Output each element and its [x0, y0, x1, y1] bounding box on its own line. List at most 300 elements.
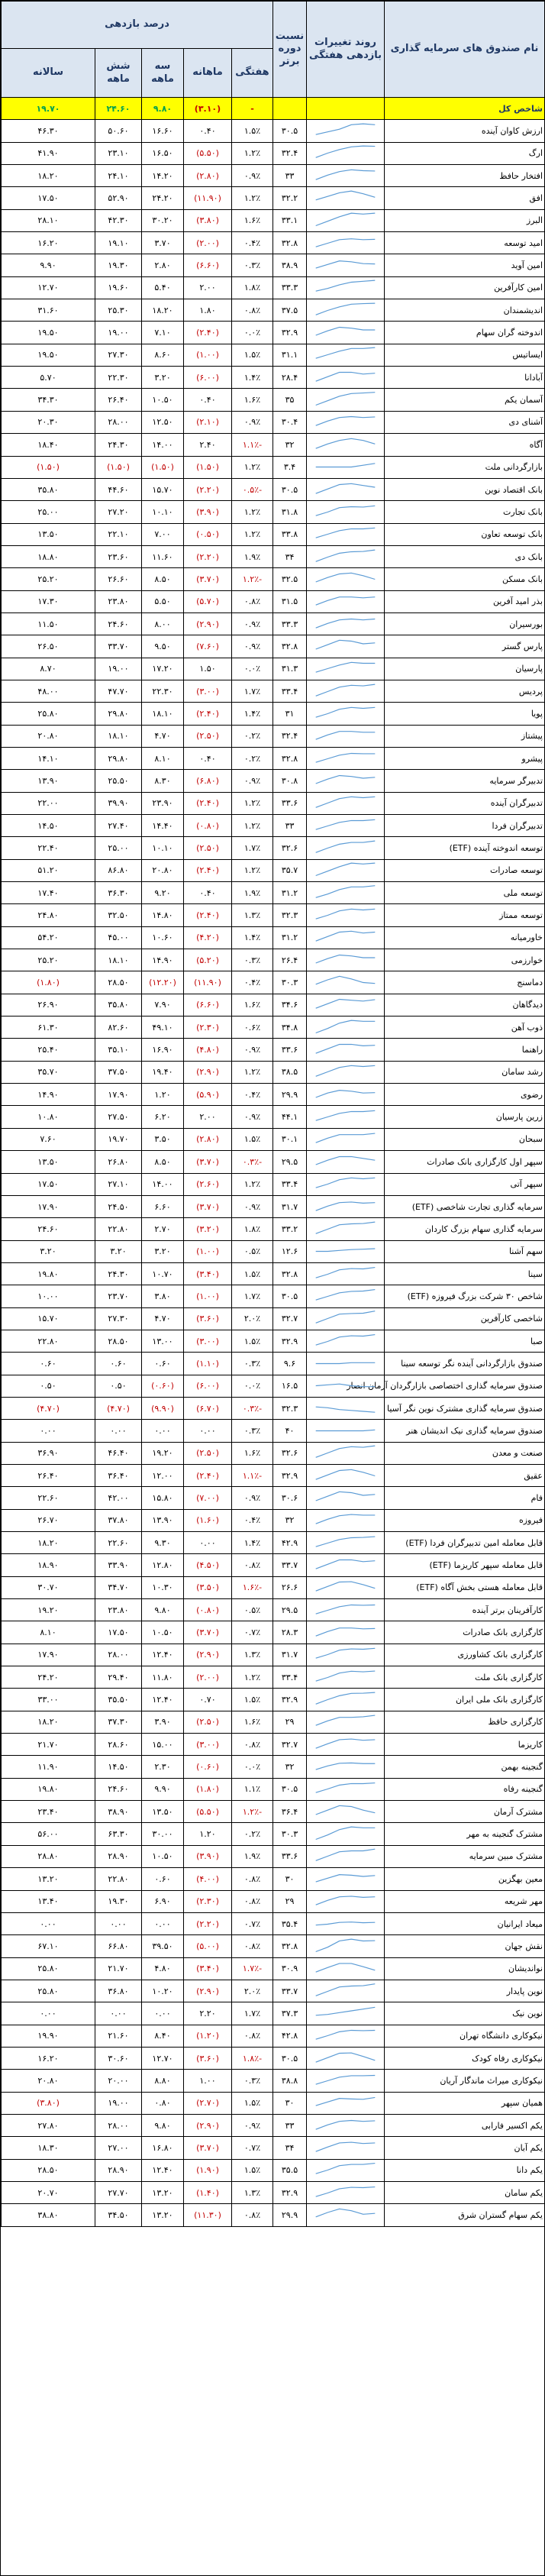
- monthly-return-cell: (۲.۰۰): [184, 232, 232, 254]
- header-six-month: شش ماهه: [95, 49, 142, 98]
- yearly-return-cell: ۳۸.۸۰: [2, 2204, 95, 2226]
- yearly-return-cell: ۴۱.۹۰: [2, 142, 95, 164]
- weekly-trend-sparkline: [307, 1128, 385, 1150]
- yearly-return-cell: ۲۴.۸۰: [2, 904, 95, 926]
- three-month-return-cell: ۲.۷۰: [142, 1218, 184, 1240]
- three-month-return-cell: ۴.۸۰: [142, 1957, 184, 1980]
- table-row: [2, 2047, 545, 2069]
- three-month-return-cell: ۲۴.۲۰: [142, 187, 184, 209]
- six-month-return-cell: ۱۹.۰۰: [95, 658, 142, 680]
- table-row: [2, 859, 545, 881]
- sparkline: [308, 771, 382, 791]
- three-month-return-cell: ۴.۷۰: [142, 1307, 184, 1330]
- yearly-return-cell: ۲۶.۷۰: [2, 1509, 95, 1531]
- fund-name-cell: قابل معامله امین تدبیرگران فردا (ETF): [385, 1532, 545, 1554]
- six-month-return-cell: ۲۲.۳۰: [95, 367, 142, 389]
- sparkline-line: [316, 1763, 376, 1770]
- top-period-ratio-cell: ۳۲.۸: [273, 1935, 307, 1957]
- six-month-return-cell: ۲۲.۶۰: [95, 1532, 142, 1554]
- top-period-ratio-cell: ۲۹: [273, 1890, 307, 1912]
- weekly-return-cell: ۱.۲٪: [232, 187, 273, 209]
- yearly-return-cell: ۱۳.۴۰: [2, 1890, 95, 1912]
- sparkline: [308, 322, 382, 343]
- weekly-trend-sparkline: [307, 322, 385, 344]
- three-month-return-cell: ۱۰.۱۰: [142, 501, 184, 523]
- weekly-return-cell: -۱.۶٪: [232, 1576, 273, 1598]
- sparkline: [308, 816, 382, 836]
- header-row-top: [2, 2, 545, 49]
- weekly-return-cell: ۰.۸٪: [232, 2204, 273, 2226]
- fund-name-cell: کارگزاری بانک کشاورزی: [385, 1644, 545, 1666]
- weekly-return-cell: ۰.۴٪: [232, 232, 273, 254]
- six-month-return-cell: ۴۷.۷۰: [95, 680, 142, 702]
- weekly-trend-sparkline: [307, 232, 385, 254]
- three-month-return-cell: ۵.۵۰: [142, 590, 184, 612]
- weekly-trend-sparkline: [307, 837, 385, 859]
- fund-name-cell: کارآفرینان برتر آینده: [385, 1599, 545, 1621]
- weekly-trend-sparkline: [307, 1689, 385, 1711]
- three-month-return-cell: ۱۹.۴۰: [142, 1061, 184, 1083]
- three-month-return-cell: ۱۴.۸۰: [142, 904, 184, 926]
- six-month-return-cell: ۰.۰۰: [95, 2002, 142, 2025]
- weekly-trend-sparkline: [307, 344, 385, 366]
- weekly-trend-sparkline: [307, 949, 385, 971]
- six-month-return-cell: ۵۲.۹۰: [95, 187, 142, 209]
- top-period-ratio-cell: ۳۶.۴: [273, 1801, 307, 1823]
- fund-name-cell: امید توسعه: [385, 232, 545, 254]
- yearly-return-cell: ۲۰.۷۰: [2, 2181, 95, 2203]
- monthly-return-cell: (۲.۴۰): [184, 703, 232, 725]
- weekly-return-cell: ۰.۸٪: [232, 299, 273, 322]
- six-month-return-cell: ۱۹.۳۰: [95, 254, 142, 276]
- fund-name-cell: اندیشمندان: [385, 299, 545, 322]
- sparkline-line: [316, 1827, 376, 1839]
- weekly-trend-sparkline: [307, 1262, 385, 1285]
- weekly-trend-sparkline: [307, 747, 385, 769]
- six-month-return-cell: ۲۲.۸۰: [95, 1218, 142, 1240]
- monthly-return-cell: ۲.۰۰: [184, 276, 232, 299]
- fund-name-cell: بذر امید آفرین: [385, 590, 545, 612]
- yearly-return-cell: ۲۵.۸۰: [2, 1980, 95, 2002]
- weekly-trend-sparkline: [307, 1218, 385, 1240]
- sparkline: [308, 614, 382, 635]
- sparkline-line: [316, 438, 376, 448]
- fund-name-cell: صبا: [385, 1330, 545, 1352]
- sparkline-line: [316, 393, 376, 406]
- yearly-return-cell: ۲۱.۷۰: [2, 1734, 95, 1756]
- six-month-return-cell: ۱۹.۶۰: [95, 276, 142, 299]
- six-month-return-cell: ۲۸.۰۰: [95, 2114, 142, 2136]
- sparkline: [308, 1466, 382, 1486]
- six-month-return-cell: ۳۵.۵۰: [95, 1689, 142, 1711]
- six-month-return-cell: ۲۴.۳۰: [95, 1262, 142, 1285]
- fund-name-cell: سهم آشنا: [385, 1240, 545, 1262]
- weekly-return-cell: ۰.۸٪: [232, 1935, 273, 1957]
- six-month-return-cell: ۲۴.۱۰: [95, 165, 142, 187]
- top-period-ratio-cell: ۳۲.۴: [273, 142, 307, 164]
- top-period-ratio-cell: ۳۳.۱: [273, 209, 307, 231]
- weekly-return-cell: ۰.۹٪: [232, 1106, 273, 1128]
- top-period-ratio-cell: ۳۰.۱: [273, 1128, 307, 1150]
- monthly-return-cell: (۴.۵۰): [184, 1554, 232, 1576]
- three-month-return-cell: ۱۳.۹۰: [142, 1509, 184, 1531]
- yearly-return-cell: ۱۸.۲۰: [2, 1532, 95, 1554]
- six-month-return-cell: ۲۴.۵۰: [95, 1195, 142, 1217]
- top-period-ratio-cell: ۳۱.۷: [273, 1644, 307, 1666]
- weekly-return-cell: ۰.۹٪: [232, 411, 273, 433]
- yearly-return-cell: (۳.۸۰): [2, 2092, 95, 2114]
- sparkline-line: [316, 819, 376, 829]
- table-row: [2, 1375, 545, 1397]
- top-period-ratio-cell: ۳۳.۳: [273, 276, 307, 299]
- top-period-ratio-cell: ۹.۶: [273, 1353, 307, 1375]
- sparkline-line: [316, 909, 376, 919]
- yearly-return-cell: ۲۵.۸۰: [2, 703, 95, 725]
- sparkline: [308, 2183, 382, 2203]
- table-row: [2, 411, 545, 433]
- weekly-return-cell: ۰.۳٪: [232, 254, 273, 276]
- top-period-ratio-cell: ۳۲.۸: [273, 1262, 307, 1285]
- fund-name-cell: امین کارآفرین: [385, 276, 545, 299]
- monthly-return-cell: (۳.۲۰): [184, 1218, 232, 1240]
- weekly-return-cell: ۰.۷٪: [232, 1912, 273, 1934]
- weekly-return-cell: ۱.۶٪: [232, 994, 273, 1016]
- weekly-return-cell: ۰.۸٪: [232, 1554, 273, 1576]
- weekly-trend-sparkline: [307, 2181, 385, 2203]
- three-month-return-cell: ۱۰.۱۰: [142, 837, 184, 859]
- yearly-return-cell: ۲۲.۴۰: [2, 837, 95, 859]
- top-period-ratio-cell: ۳۰: [273, 2092, 307, 2114]
- sparkline: [308, 838, 382, 858]
- top-period-ratio-cell: ۴۲.۹: [273, 1532, 307, 1554]
- top-period-ratio-cell: ۳۲: [273, 434, 307, 456]
- three-month-return-cell: ۱۴.۰۰: [142, 434, 184, 456]
- monthly-return-cell: (۱۱.۳۰): [184, 2204, 232, 2226]
- weekly-return-cell: ۱.۷٪: [232, 2002, 273, 2025]
- weekly-trend-sparkline: [307, 2137, 385, 2159]
- three-month-return-cell: ۱۸.۱۰: [142, 703, 184, 725]
- yearly-return-cell: ۳۴.۳۰: [2, 389, 95, 411]
- top-period-ratio-cell: ۴۰: [273, 1420, 307, 1442]
- total-index-trend: [307, 98, 385, 120]
- yearly-return-cell: ۲۲.۸۰: [2, 1330, 95, 1352]
- weekly-return-cell: ۰.۹٪: [232, 612, 273, 635]
- top-period-ratio-cell: ۳۲.۹: [273, 1464, 307, 1486]
- weekly-return-cell: ۲.۰٪: [232, 1980, 273, 2002]
- yearly-return-cell: ۱۶.۲۰: [2, 232, 95, 254]
- monthly-return-cell: (۲.۵۰): [184, 837, 232, 859]
- yearly-return-cell: ۳۵.۷۰: [2, 1061, 95, 1083]
- six-month-return-cell: ۲۷.۷۰: [95, 2181, 142, 2203]
- fund-name-cell: پیشتاز: [385, 725, 545, 747]
- sparkline-line: [316, 124, 376, 134]
- three-month-return-cell: ۸.۰۰: [142, 612, 184, 635]
- yearly-return-cell: ۱۲.۷۰: [2, 276, 95, 299]
- top-period-ratio-cell: ۳۲.۹: [273, 1689, 307, 1711]
- weekly-trend-sparkline: [307, 545, 385, 567]
- sparkline: [308, 1353, 382, 1374]
- sparkline: [308, 1421, 382, 1441]
- top-period-ratio-cell: ۳۴.۸: [273, 1017, 307, 1039]
- weekly-trend-sparkline: [307, 2114, 385, 2136]
- sparkline: [308, 277, 382, 298]
- weekly-trend-sparkline: [307, 680, 385, 702]
- yearly-return-cell: ۷.۶۰: [2, 1128, 95, 1150]
- yearly-return-cell: ۱۳.۲۰: [2, 1868, 95, 1890]
- table-row: [2, 770, 545, 792]
- fund-name-cell: افق: [385, 187, 545, 209]
- three-month-return-cell: ۱۹.۲۰: [142, 1442, 184, 1464]
- table-row: [2, 1262, 545, 1285]
- yearly-return-cell: ۰.۰۰: [2, 1912, 95, 1934]
- sparkline-line: [316, 1559, 376, 1569]
- fund-name-cell: زرین پارسیان: [385, 1106, 545, 1128]
- top-period-ratio-cell: ۳۴.۶: [273, 994, 307, 1016]
- table-row: [2, 389, 545, 411]
- sparkline-line: [316, 2031, 376, 2040]
- three-month-return-cell: ۶.۶۰: [142, 1195, 184, 1217]
- six-month-return-cell: ۲۷.۳۰: [95, 344, 142, 366]
- fund-name-cell: بازارگردانی ملت: [385, 456, 545, 478]
- weekly-trend-sparkline: [307, 1151, 385, 1173]
- sparkline-line: [316, 1090, 376, 1097]
- table-row: [2, 904, 545, 926]
- monthly-return-cell: (۳.۷۰): [184, 568, 232, 590]
- monthly-return-cell: ۰.۴۰: [184, 747, 232, 769]
- table-row: [2, 2204, 545, 2226]
- sparkline: [308, 748, 382, 769]
- sparkline: [308, 1667, 382, 1688]
- three-month-return-cell: ۹.۳۰: [142, 1532, 184, 1554]
- monthly-return-cell: (۳.۴۰): [184, 1957, 232, 1980]
- yearly-return-cell: ۱۹.۵۰: [2, 322, 95, 344]
- table-row: [2, 1689, 545, 1711]
- fund-name-cell: سرمایه گذاری تجارت شاخصی (ETF): [385, 1195, 545, 1217]
- weekly-return-cell: -۱.۲٪: [232, 568, 273, 590]
- sparkline-line: [316, 483, 376, 493]
- top-period-ratio-cell: ۳۲.۶: [273, 1442, 307, 1464]
- sparkline-line: [316, 640, 376, 649]
- six-month-return-cell: ۱۹.۳۰: [95, 1890, 142, 1912]
- monthly-return-cell: (۱.۴۰): [184, 2181, 232, 2203]
- three-month-return-cell: ۱۵.۸۰: [142, 1487, 184, 1509]
- sparkline-line: [316, 1020, 376, 1033]
- weekly-return-cell: ۰.۹٪: [232, 770, 273, 792]
- weekly-return-cell: ۱.۲٪: [232, 792, 273, 814]
- sparkline-line: [316, 1850, 376, 1861]
- six-month-return-cell: ۲۰.۰۰: [95, 2070, 142, 2092]
- table-row: [2, 1576, 545, 1598]
- table-row: [2, 994, 545, 1016]
- fund-name-cell: پردیس: [385, 680, 545, 702]
- yearly-return-cell: ۵.۷۰: [2, 367, 95, 389]
- sparkline: [308, 883, 382, 903]
- top-period-ratio-cell: ۲۹.۹: [273, 2204, 307, 2226]
- sparkline-line: [316, 1939, 376, 1951]
- total-index-three-month: ۹.۸۰: [142, 98, 184, 120]
- three-month-return-cell: (۱.۵۰): [142, 456, 184, 478]
- six-month-return-cell: ۴۴.۶۰: [95, 478, 142, 500]
- three-month-return-cell: ۸.۶۰: [142, 344, 184, 366]
- table-row: [2, 2114, 545, 2136]
- fund-name-cell: بورسیران: [385, 612, 545, 635]
- three-month-return-cell: ۱۰.۷۰: [142, 1262, 184, 1285]
- weekly-return-cell: ۰.۶٪: [232, 1017, 273, 1039]
- three-month-return-cell: ۳.۵۰: [142, 1128, 184, 1150]
- fund-name-cell: پارسیان: [385, 658, 545, 680]
- sparkline: [308, 1488, 382, 1508]
- sparkline: [308, 1062, 382, 1082]
- three-month-return-cell: ۸.۴۰: [142, 2025, 184, 2047]
- monthly-return-cell: (۳.۷۰): [184, 2137, 232, 2159]
- sparkline-line: [316, 1178, 376, 1188]
- fund-name-cell: همیان سپهر: [385, 2092, 545, 2114]
- three-month-return-cell: ۰.۶۰: [142, 1868, 184, 1890]
- weekly-trend-sparkline: [307, 456, 385, 478]
- weekly-return-cell: ۱.۲٪: [232, 142, 273, 164]
- sparkline: [308, 636, 382, 657]
- monthly-return-cell: (۱.۸۰): [184, 1778, 232, 1800]
- weekly-return-cell: ۰.۳٪: [232, 1353, 273, 1375]
- weekly-return-cell: ۱.۶٪: [232, 1711, 273, 1733]
- sparkline: [308, 1711, 382, 1732]
- top-period-ratio-cell: ۳۰.۵: [273, 1778, 307, 1800]
- weekly-return-cell: ۱.۹٪: [232, 882, 273, 904]
- sparkline-line: [316, 619, 376, 628]
- table-row: [2, 120, 545, 142]
- weekly-trend-sparkline: [307, 725, 385, 747]
- top-period-ratio-cell: ۳۲.۳: [273, 1397, 307, 1419]
- fund-name-cell: سپهر آتی: [385, 1173, 545, 1195]
- three-month-return-cell: ۱۲.۴۰: [142, 1689, 184, 1711]
- yearly-return-cell: ۲۶.۵۰: [2, 635, 95, 658]
- three-month-return-cell: ۱۶.۶۰: [142, 120, 184, 142]
- monthly-return-cell: (۱.۱۰): [184, 1353, 232, 1375]
- yearly-return-cell: ۰.۰۰: [2, 2002, 95, 2025]
- three-month-return-cell: ۳.۸۰: [142, 1285, 184, 1307]
- table-row: [2, 501, 545, 523]
- weekly-return-cell: ۱.۲٪: [232, 815, 273, 837]
- monthly-return-cell: (۳.۹۰): [184, 501, 232, 523]
- sparkline: [308, 1824, 382, 1844]
- sparkline-line: [316, 1201, 376, 1210]
- yearly-return-cell: (۱.۵۰): [2, 456, 95, 478]
- top-period-ratio-cell: ۲۶.۶: [273, 1576, 307, 1598]
- three-month-return-cell: ۱۲.۸۰: [142, 1554, 184, 1576]
- six-month-return-cell: ۱۸.۱۰: [95, 725, 142, 747]
- weekly-return-cell: -۰.۳٪: [232, 1151, 273, 1173]
- table-row: [2, 1307, 545, 1330]
- table-row: [2, 1823, 545, 1845]
- monthly-return-cell: (۳.۶۰): [184, 2047, 232, 2069]
- table-row: [2, 971, 545, 994]
- top-period-ratio-cell: ۳۰.۸: [273, 770, 307, 792]
- three-month-return-cell: ۱۶.۹۰: [142, 1039, 184, 1061]
- three-month-return-cell: ۱۷.۲۰: [142, 658, 184, 680]
- table-row: [2, 142, 545, 164]
- table-row: [2, 1890, 545, 1912]
- weekly-trend-sparkline: [307, 120, 385, 142]
- sparkline: [308, 1689, 382, 1710]
- fund-name-cell: توسعه ملی: [385, 882, 545, 904]
- table-row: [2, 1711, 545, 1733]
- sparkline: [308, 480, 382, 500]
- weekly-trend-sparkline: [307, 1554, 385, 1576]
- sparkline-line: [316, 2053, 376, 2062]
- sparkline-line: [316, 1805, 376, 1815]
- sparkline-line: [316, 1156, 376, 1165]
- yearly-return-cell: ۶۷.۱۰: [2, 1935, 95, 1957]
- top-period-ratio-cell: ۳۵.۷: [273, 859, 307, 881]
- header-top-period-ratio: نسبت دوره برتر: [273, 2, 307, 98]
- monthly-return-cell: (۲.۳۰): [184, 1890, 232, 1912]
- top-period-ratio-cell: ۳۳.۲: [273, 1218, 307, 1240]
- six-month-return-cell: ۳۳.۷۰: [95, 635, 142, 658]
- yearly-return-cell: ۱۱.۵۰: [2, 612, 95, 635]
- six-month-return-cell: ۶۶.۸۰: [95, 1935, 142, 1957]
- sparkline: [308, 1622, 382, 1643]
- six-month-return-cell: ۲۸.۹۰: [95, 2159, 142, 2181]
- weekly-return-cell: ۰.۳٪: [232, 2070, 273, 2092]
- monthly-return-cell: (۵.۰۰): [184, 1935, 232, 1957]
- monthly-return-cell: (۳.۰۰): [184, 1734, 232, 1756]
- monthly-return-cell: ۲.۴۰: [184, 434, 232, 456]
- three-month-return-cell: ۱۰.۵۰: [142, 389, 184, 411]
- sparkline: [308, 950, 382, 971]
- top-period-ratio-cell: ۳۳.۴: [273, 680, 307, 702]
- three-month-return-cell: ۰.۸۰: [142, 2092, 184, 2114]
- sparkline-line: [316, 1110, 376, 1120]
- weekly-trend-sparkline: [307, 926, 385, 949]
- fund-returns-table: [1, 1, 545, 2227]
- sparkline-line: [316, 1649, 376, 1659]
- table-row: [2, 2002, 545, 2025]
- fund-name-cell: قابل معامله سپهر کاریزما (ETF): [385, 1554, 545, 1576]
- three-month-return-cell: ۲.۸۰: [142, 254, 184, 276]
- top-period-ratio-cell: ۳۲.۸: [273, 635, 307, 658]
- top-period-ratio-cell: ۳۲: [273, 1756, 307, 1778]
- table-row: [2, 926, 545, 949]
- weekly-trend-sparkline: [307, 1509, 385, 1531]
- monthly-return-cell: (۱۱.۹۰): [184, 971, 232, 994]
- fund-name-cell: گنجینه بهمن: [385, 1756, 545, 1778]
- monthly-return-cell: (۲.۵۰): [184, 1442, 232, 1464]
- weekly-return-cell: ۱.۵٪: [232, 1689, 273, 1711]
- weekly-trend-sparkline: [307, 1330, 385, 1352]
- fund-name-cell: مشترک آرمان: [385, 1801, 545, 1823]
- top-period-ratio-cell: ۳۳.۷: [273, 1980, 307, 2002]
- sparkline-line: [316, 753, 376, 762]
- weekly-trend-sparkline: [307, 904, 385, 926]
- six-month-return-cell: ۲۶.۶۰: [95, 568, 142, 590]
- fund-name-cell: البرز: [385, 209, 545, 231]
- top-period-ratio-cell: ۳۱.۲: [273, 882, 307, 904]
- weekly-trend-sparkline: [307, 523, 385, 545]
- weekly-trend-sparkline: [307, 478, 385, 500]
- header-yearly: سالانه: [2, 49, 95, 98]
- table-row: [2, 2092, 545, 2114]
- weekly-trend-sparkline: [307, 1307, 385, 1330]
- six-month-return-cell: ۲۲.۱۰: [95, 523, 142, 545]
- monthly-return-cell: (۰.۸۰): [184, 1599, 232, 1621]
- six-month-return-cell: ۰.۵۰: [95, 1375, 142, 1397]
- header-fund-name: نام صندوق های سرمایه گذاری: [385, 2, 545, 98]
- table-row: [2, 1240, 545, 1262]
- table-row: [2, 1845, 545, 1867]
- sparkline-line: [316, 1605, 376, 1614]
- sparkline-line: [316, 1134, 376, 1143]
- sparkline: [308, 2138, 382, 2158]
